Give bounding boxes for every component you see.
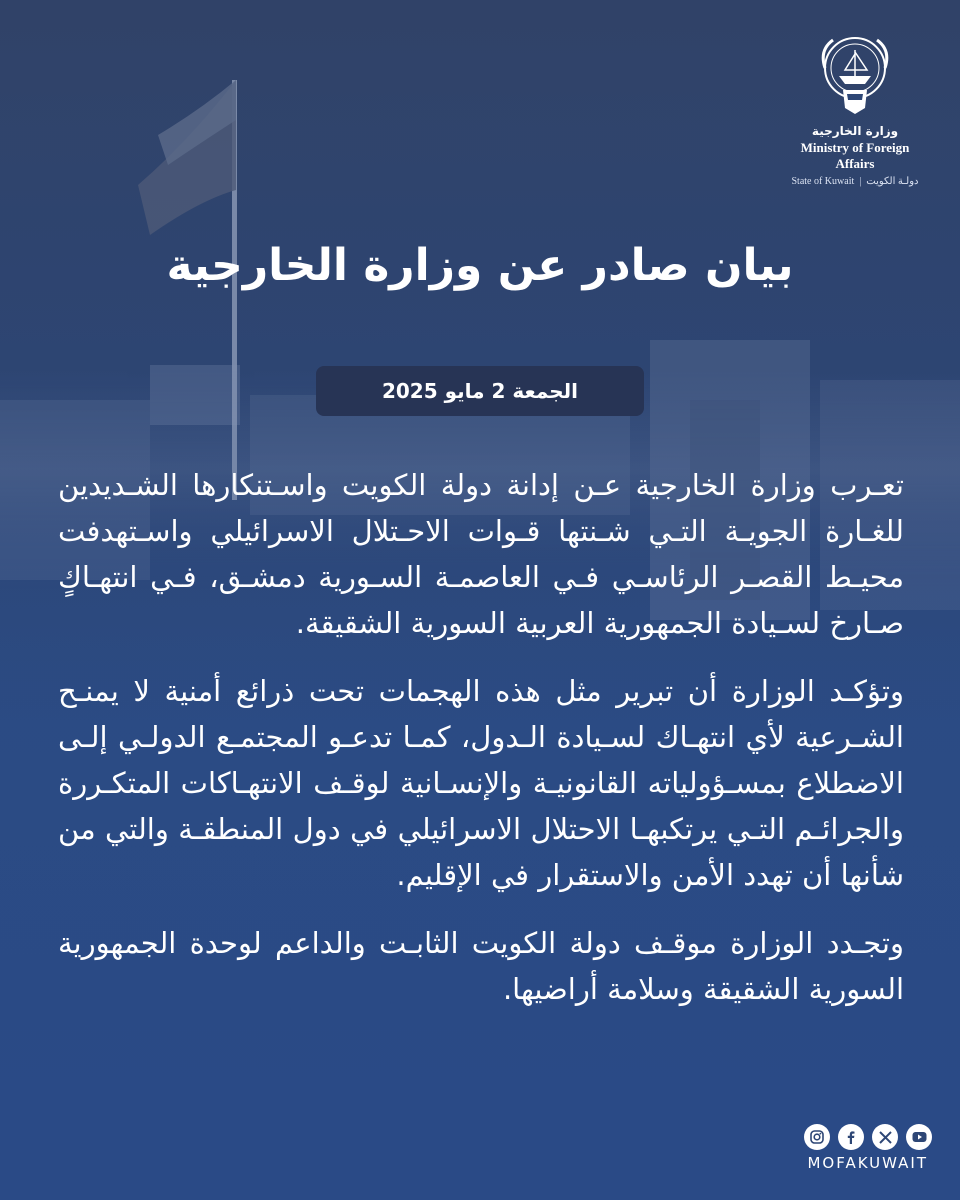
logo-state-line	[780, 176, 930, 187]
logo-arabic-name: وزارة الخارجية	[811, 124, 899, 138]
logo-state-english: State of Kuwait	[791, 176, 855, 187]
social-icons	[804, 1124, 932, 1150]
instagram-icon[interactable]	[804, 1124, 830, 1150]
kuwait-emblem-icon	[815, 30, 895, 116]
statement-title: بيان صادر عن وزارة الخارجية	[166, 240, 794, 291]
ministry-logo	[780, 30, 930, 187]
paragraph-2: وتؤكـد الوزارة أن تبرير مثل هذه الهجمات تحت ذرائع أمنية لا يمنـح الشـرعية لأي انتهـاك لسـيادة الـدول، كمـا تدعـو المجتمـع الدولـي إلـى الاضطلاع بمسـؤولياته القانونيـة والإنسـانية لوقـف الانتهـاكات المتكـررة والجرائـم التـي يرتكبهـا الاحتلال الاسرائيلي في دول المنطقـة والتي من شأنها أن تهدد الأمن والاستقرار في الإقليم.	[58, 674, 904, 892]
social-handle: MOFAKUWAIT	[807, 1154, 928, 1172]
paragraph-3: وتجـدد الوزارة موقـف دولة الكويت الثابـت والداعم لوحدة الجمهورية السورية الشقيقة وسلامة أراضيها.	[58, 926, 904, 1006]
youtube-icon[interactable]	[906, 1124, 932, 1150]
x-icon[interactable]	[872, 1124, 898, 1150]
facebook-icon[interactable]	[838, 1124, 864, 1150]
logo-state-arabic: دولـة الكويت	[866, 176, 919, 187]
statement-body	[58, 462, 904, 1034]
logo-english-name: Ministry of Foreign Affairs	[800, 140, 910, 171]
logo-divider: |	[856, 176, 864, 187]
paragraph-1: تعـرب وزارة الخارجية عـن إدانة دولة الكويت واسـتنكارها الشـديدين للغـارة الجويـة التـي شـنتها قـوات الاحـتلال الاسرائيلي واسـتهدفت محيـط القصـر الرئاسـي فـي العاصمـة السـورية دمشـق، فـي انتهـاكٍ صـارخ لسـيادة الجمهورية العربية السورية الشقيقة.	[58, 468, 904, 640]
date-badge: الجمعة 2 مايو 2025	[316, 366, 644, 416]
